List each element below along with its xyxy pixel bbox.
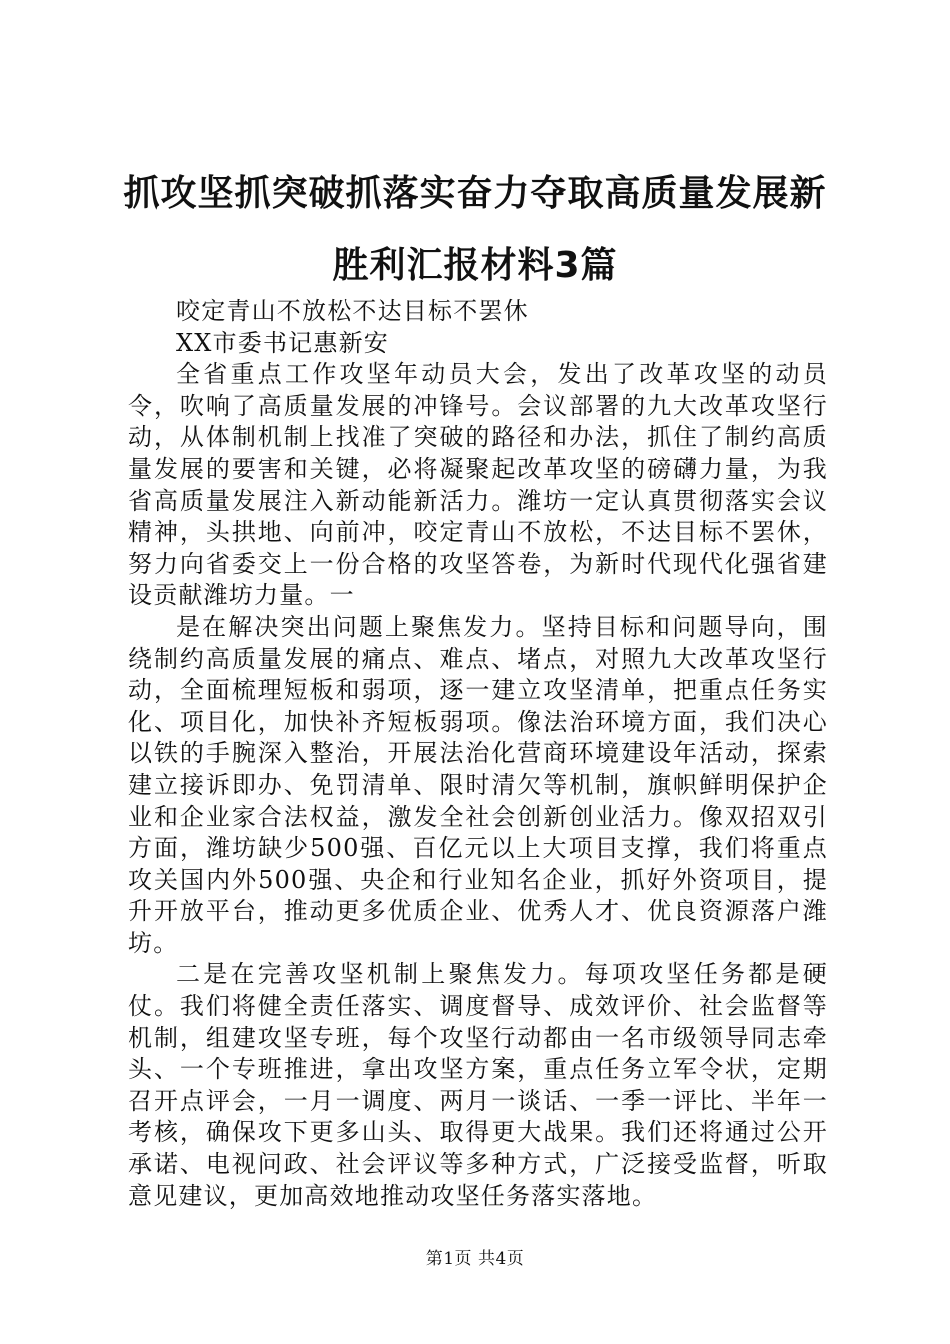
page-number-footer: 第1页 共4页 (425, 1249, 525, 1269)
subtitle-slogan: 咬定青山不放松不达目标不罢休 (176, 297, 529, 325)
document-title: 抓攻坚抓突破抓落实奋力夺取高质量发展新胜利汇报材料3篇 (123, 173, 827, 286)
document-body (128, 296, 828, 1212)
body-paragraph: 全省重点工作攻坚年动员大会，发出了改革攻坚的动员令，吹响了高质量发展的冲锋号。会议部署的九大改革攻坚行动，从体制机制上找准了突破的路径和办法，抓住了制约高质量发展的要害和关键，必将凝聚起改革攻坚的磅礴力量，为我省高质量发展注入新动能新活力。潍坊一定认真贯彻落实会议精神，头拱地、向前冲，咬定青山不放松，不达目标不罢休，努力向省委交上一份合格的攻坚答卷，为新时代现代化强省建设贡献潍坊力量。一 (128, 360, 828, 610)
author-line: XX市委书记惠新安 (176, 328, 389, 357)
body-paragraph: 二是在完善攻坚机制上聚焦发力。每项攻坚任务都是硬仗。我们将健全责任落实、调度督导、成效评价、社会监督等机制，组建攻坚专班，每个攻坚行动都由一名市级领导同志牵头、一个专班推进，拿出攻坚方案，重点任务立军令状，定期召开点评会，一月一调度、两月一谈话、一季一评比、半年一考核，确保攻下更多山头、取得更大战果。我们还将通过公开承诺、电视问政、社会评议等多种方式，广泛接受监督，听取意见建议，更加高效地推动攻坚任务落实落地。 (128, 960, 828, 1210)
body-paragraph: 是在解决突出问题上聚焦发力。坚持目标和问题导向，围绕制约高质量发展的痛点、难点、堵点，对照九大改革攻坚行动，全面梳理短板和弱项，逐一建立攻坚清单，把重点任务实化、项目化，加快补齐短板弱项。像法治环境方面，我们决心以铁的手腕深入整治，开展法治化营商环境建设年活动，探索建立接诉即办、免罚清单、限时清欠等机制，旗帜鲜明保护企业和企业家合法权益，激发全社会创新创业活力。像双招双引方面，潍坊缺少500强、百亿元以上大项目支撑，我们将重点攻关国内外500强、央企和行业知名企业，抓好外资项目，提升开放平台，推动更多优质企业、优秀人才、优良资源落户潍坊。 (128, 612, 828, 957)
